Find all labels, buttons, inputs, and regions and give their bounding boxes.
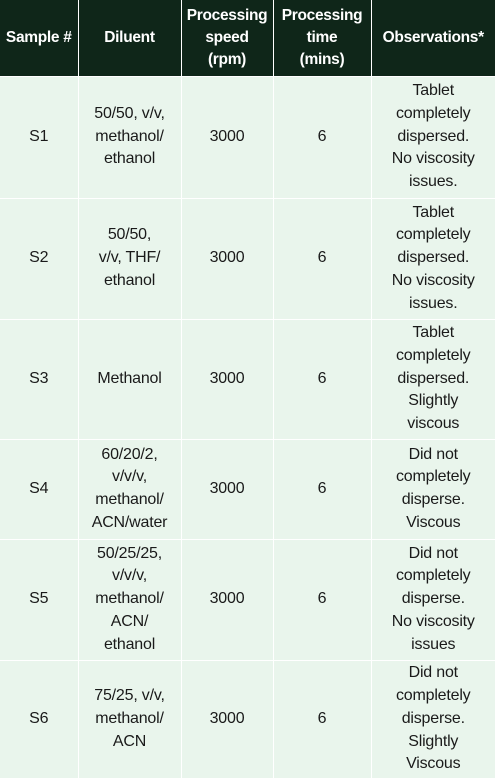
cell-observations: Tablet completely dispersed. No viscosity issues. — [371, 76, 495, 198]
table-row — [0, 660, 495, 778]
table-body — [0, 76, 495, 778]
cell-observations: Did not completely disperse. Slightly Viscous — [371, 660, 495, 778]
cell-time: 6 — [273, 660, 371, 778]
cell-sample: S6 — [0, 660, 78, 778]
cell-speed: 3000 — [181, 660, 273, 778]
column-header-diluent: Diluent — [78, 0, 181, 76]
cell-diluent: 50/25/25, v/v/v, methanol/ ACN/ ethanol — [78, 539, 181, 660]
column-header-observations: Observations* — [371, 0, 495, 76]
table-row — [0, 439, 495, 539]
cell-speed: 3000 — [181, 539, 273, 660]
cell-diluent: 75/25, v/v, methanol/ ACN — [78, 660, 181, 778]
cell-sample: S2 — [0, 198, 78, 319]
cell-time: 6 — [273, 539, 371, 660]
cell-speed: 3000 — [181, 439, 273, 539]
table-row — [0, 198, 495, 319]
cell-time: 6 — [273, 76, 371, 198]
cell-observations: Did not completely disperse. No viscosity issues — [371, 539, 495, 660]
table-row — [0, 539, 495, 660]
cell-speed: 3000 — [181, 319, 273, 439]
column-header-processing-speed: Processing speed (rpm) — [181, 0, 273, 76]
cell-time: 6 — [273, 198, 371, 319]
cell-speed: 3000 — [181, 76, 273, 198]
cell-diluent: 50/50, v/v, THF/ ethanol — [78, 198, 181, 319]
cell-diluent: 50/50, v/v, methanol/ ethanol — [78, 76, 181, 198]
table-row — [0, 76, 495, 198]
cell-time: 6 — [273, 319, 371, 439]
cell-observations: Tablet completely dispersed. Slightly viscous — [371, 319, 495, 439]
cell-diluent: Methanol — [78, 319, 181, 439]
column-header-processing-time: Processing time (mins) — [273, 0, 371, 76]
cell-time: 6 — [273, 439, 371, 539]
cell-sample: S3 — [0, 319, 78, 439]
cell-speed: 3000 — [181, 198, 273, 319]
cell-diluent: 60/20/2, v/v/v, methanol/ ACN/water — [78, 439, 181, 539]
header-row — [0, 0, 495, 76]
table-row — [0, 319, 495, 439]
column-header-sample: Sample # — [0, 0, 78, 76]
cell-observations: Did not completely disperse. Viscous — [371, 439, 495, 539]
cell-sample: S4 — [0, 439, 78, 539]
table-header — [0, 0, 495, 76]
cell-observations: Tablet completely dispersed. No viscosity issues. — [371, 198, 495, 319]
cell-sample: S1 — [0, 76, 78, 198]
cell-sample: S5 — [0, 539, 78, 660]
